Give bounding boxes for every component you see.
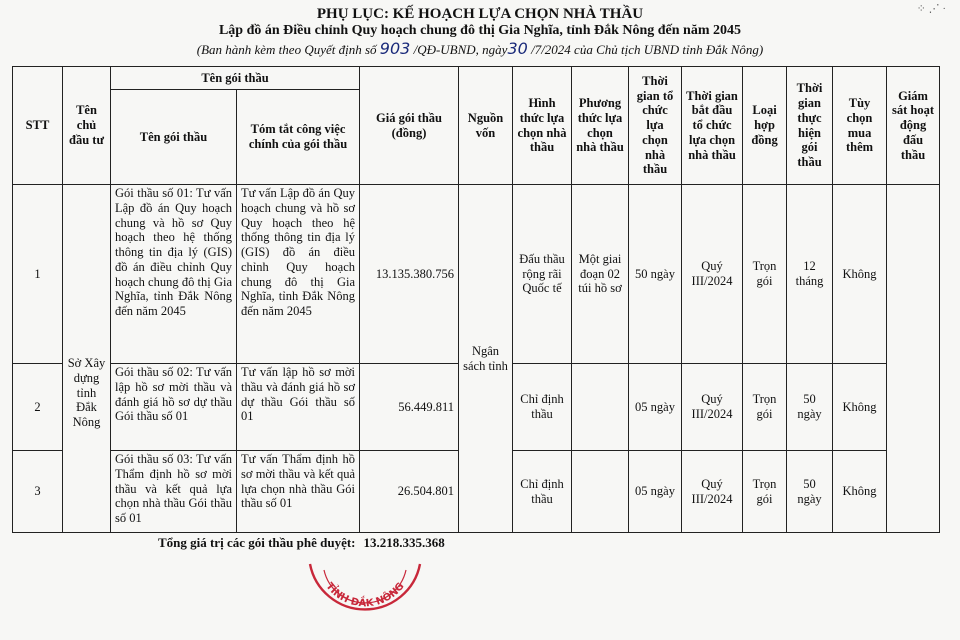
header-price: Giá gói thầu (đồng) xyxy=(360,67,459,185)
package-price: 26.504.801 xyxy=(360,451,459,533)
document-title: PHỤ LỤC: KẾ HOẠCH LỰA CHỌN NHÀ THẦU xyxy=(316,6,644,22)
seal-text xyxy=(323,581,406,610)
selection-start: Quý III/2024 xyxy=(682,451,743,533)
header-stt: STT xyxy=(13,67,63,185)
package-summary: Tư vấn Thẩm định hồ sơ mời thầu và kết quả lựa chọn nhà thầu Gói thầu số 01 xyxy=(237,451,360,533)
table-row xyxy=(13,185,940,364)
header-option: Tùy chọn mua thêm xyxy=(833,67,887,185)
decision-number-handwritten: 903 xyxy=(379,39,411,58)
package-name: Gói thầu số 03: Tư vấn Thẩm định hồ sơ mời thầu và kết quả lựa chọn nhà thầu Gói thầu số 01 xyxy=(111,451,237,533)
selection-duration: 05 ngày xyxy=(629,451,682,533)
package-summary: Tư vấn Lập đồ án Quy hoạch chung và hồ sơ Quy hoạch theo hệ thống thông tin địa lý (GIS) đồ án điều chỉnh Quy hoạch chung đô thị Gia Nghĩa, tỉnh Đắk Nông đến năm 2045 xyxy=(237,185,360,364)
selection-form: Chỉ định thầu xyxy=(513,451,572,533)
total-label: Tổng giá trị các gói thầu phê duyệt: xyxy=(157,535,356,550)
corner-scribble: ⁘ ⋰ · xyxy=(916,3,946,15)
package-summary: Tư vấn lập hồ sơ mời thầu và đánh giá hồ sơ dự thầu Gói thầu số 01 xyxy=(237,364,360,451)
selection-method xyxy=(572,451,629,533)
header-package-group: Tên gói thầu xyxy=(111,67,360,90)
execution-time: 12 tháng xyxy=(787,185,833,364)
header-method: Phương thức lựa chọn nhà thầu xyxy=(572,67,629,185)
package-price: 13.135.380.756 xyxy=(360,185,459,364)
decision-note-part2: /QĐ-UBND, ngày xyxy=(410,42,508,57)
header-form: Hình thức lựa chọn nhà thầu xyxy=(513,67,572,185)
row-stt: 2 xyxy=(13,364,63,451)
selection-start: Quý III/2024 xyxy=(682,364,743,451)
purchase-option: Không xyxy=(833,185,887,364)
header-contract: Loại hợp đồng xyxy=(743,67,787,185)
selection-form: Chỉ định thầu xyxy=(513,364,572,451)
decision-note-part3: /7/2024 của Chủ tịch UBND tỉnh Đắk Nông) xyxy=(527,42,764,57)
row-stt: 3 xyxy=(13,451,63,533)
contract-type: Trọn gói xyxy=(743,364,787,451)
official-seal xyxy=(300,560,430,640)
package-name: Gói thầu số 01: Tư vấn Lập đồ án Quy hoạch chung và hồ sơ Quy hoạch theo hệ thống thông tin địa lý (GIS) đồ án điều chỉnh Quy hoạch chung đô thị Gia Nghĩa, tỉnh Đắk Nông đến năm 2045 xyxy=(111,185,237,364)
contract-type: Trọn gói xyxy=(743,185,787,364)
header-source: Nguồn vốn xyxy=(459,67,513,185)
document-subtitle: Lập đồ án Điều chỉnh Quy hoạch chung đô thị Gia Nghĩa, tỉnh Đắk Nông đến năm 2045 xyxy=(218,23,742,38)
header-duration: Thời gian tổ chức lựa chọn nhà thầu xyxy=(629,67,682,185)
header-summary: Tóm tắt công việc chính của gói thầu xyxy=(237,90,360,185)
contract-type: Trọn gói xyxy=(743,451,787,533)
package-price: 56.449.811 xyxy=(360,364,459,451)
selection-start: Quý III/2024 xyxy=(682,185,743,364)
execution-time: 50 ngày xyxy=(787,364,833,451)
header-owner: Tên chủ đầu tư xyxy=(63,67,111,185)
selection-form: Đấu thầu rộng rãi Quốc tế xyxy=(513,185,572,364)
monitor-cell xyxy=(887,185,940,533)
decision-note xyxy=(0,39,960,58)
execution-time: 50 ngày xyxy=(787,451,833,533)
header-monitor: Giám sát hoạt động đấu thầu xyxy=(887,67,940,185)
owner-cell: Sở Xây dựng tỉnh Đắk Nông xyxy=(63,185,111,533)
decision-day-handwritten: 30 xyxy=(507,39,528,58)
purchase-option: Không xyxy=(833,451,887,533)
selection-duration: 50 ngày xyxy=(629,185,682,364)
seal-text-path: TỈNH ĐẮK NÔNG xyxy=(323,580,407,610)
package-name: Gói thầu số 02: Tư vấn lập hồ sơ mời thầu và đánh giá hồ sơ dự thầu Gói thầu số 01 xyxy=(111,364,237,451)
contractor-plan-table xyxy=(12,66,940,551)
header-start: Thời gian bắt đầu tổ chức lựa chọn nhà thầu xyxy=(682,67,743,185)
source-cell: Ngân sách tỉnh xyxy=(459,185,513,533)
selection-method: Một giai đoạn 02 túi hồ sơ xyxy=(572,185,629,364)
header-package-name: Tên gói thầu xyxy=(111,90,237,185)
total-value: 13.218.335.368 xyxy=(363,535,445,550)
purchase-option: Không xyxy=(833,364,887,451)
header-exec: Thời gian thực hiện gói thầu xyxy=(787,67,833,185)
total-row xyxy=(13,533,940,552)
row-stt: 1 xyxy=(13,185,63,364)
decision-note-part1: (Ban hành kèm theo Quyết định số xyxy=(196,42,380,57)
selection-duration: 05 ngày xyxy=(629,364,682,451)
selection-method xyxy=(572,364,629,451)
